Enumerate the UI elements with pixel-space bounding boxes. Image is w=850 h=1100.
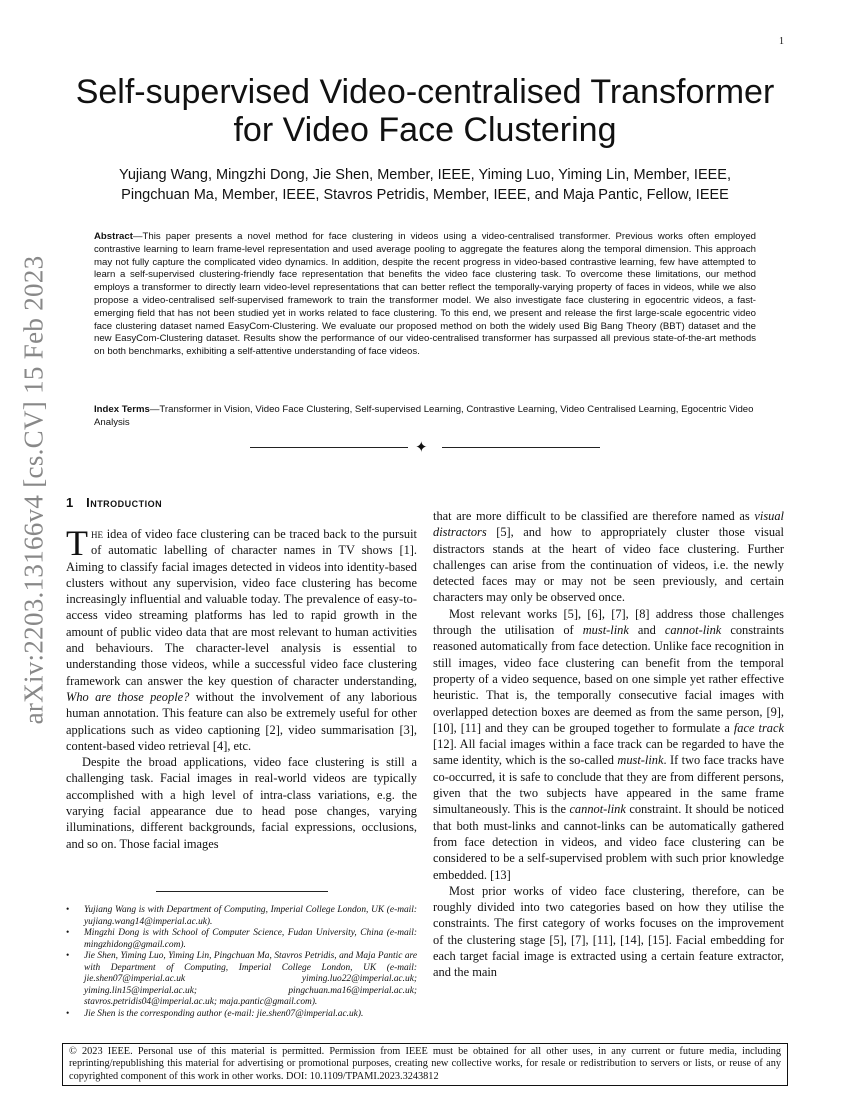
paragraph-text: Most relevant works [5], [6], [7], [8] address those challenges through the utilisation of	[433, 606, 784, 638]
footnote-text: Jie Shen is the corresponding author (e-mail: jie.shen07@imperial.ac.uk).	[84, 1008, 364, 1019]
footnote-text: Jie Shen, Yiming Luo, Yiming Lin, Pingchuan Ma, Stavros Petridis, and Maja Pantic are with Department of Computing, Imperial College London, UK (e-mail: jie.shen07@imperial.ac.uk yiming.luo22@imperial.ac.uk; yiming.lin15@imperial.ac.uk; pingchuan.ma16@imperial.ac.uk; stavros.petridis04@imperial.ac.uk; maja.pantic@gmail.com).	[84, 951, 417, 1007]
paragraph-text: without the involvement of any laborious human annotation. This feature can also be extremely useful for other applications such as video captioning [2], video summarisation [3], content-based video retrieval [4], etc.	[66, 689, 417, 753]
paragraph-text: idea of video face clustering can be traced back to the pursuit of automatic labelling of character names in TV shows [1]. Aiming to classify facial images detected in videos into identity-based clusters without any supervision, video face clustering has become increasingly influential and valuable today. The prevalence of easy-to-access video streaming platforms has led to rapid growth in the amount of public video data that are most relevant to human activities and behaviours. The character-level analysis is essential to understanding those videos, while a successful video face clustering framework can answer the key question of character understanding,	[66, 527, 417, 688]
paragraph-text: constraint. It should be noticed that both must-links and cannot-links can be automatically gathered from face detection in videos, and video face clustering can be considered to be a self-supervised problem with such prior knowledge embedded. [13]	[433, 802, 784, 882]
emphasis: must-link	[582, 623, 629, 638]
footnotes	[66, 905, 417, 1020]
emphasis: Who are those people?	[66, 689, 190, 704]
drop-cap: T	[66, 523, 88, 563]
right-paragraph-3: Most prior works of video face clustering, therefore, can be roughly divided into two categories based on how they utilise the constraints. The first category of works focuses on the improvement of the clustering stage [5], [7], [11], [14], [15]. Facial embedding for each target facial image is extracted using a certain feature extractor, and the main	[433, 883, 784, 980]
authors-line-2: Pingchuan Ma, Member, IEEE, Stavros Petridis, Member, IEEE, and Maja Pantic, Fellow, IEEE	[121, 187, 729, 203]
footnote-text: Mingzhi Dong is with School of Computer Science, Fudan University, China (e-mail: mingzhidong@gmail.com).	[84, 928, 417, 950]
paragraph-text: constraints reasoned automatically from face detection. Unlike face recognition in still images, video face clustering can benefit from the temporal property of a video sequence, based on one simple yet rather effective heuristic. That is, the temporally consecutive facial images with overlapped detection boxes are deemed as from the same person, [9], [10], [11] and they can be grouped together to formulate a	[433, 623, 785, 735]
paragraph-text: [12]. All facial images within a face track can be regarded to have the same identity, which is the so-called	[433, 737, 784, 768]
divider-line-left	[250, 447, 408, 448]
right-paragraph-2	[433, 606, 784, 883]
footnote-rule	[156, 891, 328, 892]
emphasis: cannot-link	[664, 623, 722, 638]
arxiv-side-stamp	[14, 255, 54, 725]
authors-line-1: Yujiang Wang, Mingzhi Dong, Jie Shen, Member, IEEE, Yiming Luo, Yiming Lin, Member, IEEE,	[119, 167, 731, 183]
paragraph-text: that are more difficult to be classified are therefore named as	[433, 509, 755, 523]
intro-paragraph-1	[66, 523, 417, 754]
index-terms-label: Index Terms	[94, 404, 150, 415]
author-list	[70, 165, 780, 205]
emphasis: visual distractors	[433, 509, 784, 540]
bullet: •	[66, 1008, 70, 1019]
copyright-notice: © 2023 IEEE. Personal use of this material is permitted. Permission from IEEE must be obtained for all other uses, in any current or future media, including reprinting/republishing this material for advertising or promotional purposes, creating new collective works, for resale or redistribution to servers or lists, or reuse of any copyrighted component of this work in other works. DOI: 10.1109/TPAMI.2023.3243812	[62, 1043, 788, 1086]
section-number: 1	[66, 495, 74, 510]
paragraph-text: and	[628, 623, 665, 638]
bullet: •	[66, 905, 70, 915]
footnote-item	[66, 951, 417, 1009]
left-column	[66, 523, 417, 852]
bullet: •	[66, 951, 70, 961]
bullet: •	[66, 928, 70, 938]
index-terms	[94, 404, 756, 430]
right-paragraph-1	[433, 508, 784, 606]
footnote-item	[66, 928, 417, 951]
right-column	[433, 508, 784, 981]
emphasis: cannot-link	[569, 802, 626, 817]
small-caps-lead: he	[91, 527, 103, 541]
abstract-text: —This paper presents a novel method for face clustering in videos using a video-centralised transformer. Previous works often employed contrastive learning to learn frame-level representation and used average pooling to aggregate the features along the temporal dimension. This approach may not fully capture the complicated video dynamics. In addition, despite the recent progress in video-based contrastive learning, few have attempted to learn a self-supervised clustering-friendly face representation that benefits the video face clustering task. To overcome these limitations, our method employs a transformer to directly learn video-level representations that can better reflect the temporally-varying property of faces in videos, while we also propose a video-centralised self-supervised framework to train the transformer model. We also investigate face clustering in egocentric videos, a fast-emerging field that has not been studied yet in works related to face clustering. To this end, we present and release the first large-scale egocentric video face clustering dataset named EasyCom-Clustering. We evaluate our proposed method on both the widely used Big Bang Theory (BBT) dataset and the new EasyCom-Clustering dataset. Results show the performance of our video-centralised transformer has surpassed all previous state-of-the-art methods on both benchmarks, exhibiting a self-attentive understanding of face videos.	[94, 231, 756, 358]
abstract	[94, 231, 756, 359]
footnote-item	[66, 1009, 417, 1021]
emphasis: face track	[733, 720, 784, 735]
divider-line-right	[442, 447, 600, 448]
section-title: Introduction	[86, 495, 163, 510]
divider-ornament: ✦	[415, 438, 428, 456]
paragraph-text: [5], and how to appropriately cluster those visual distractors stands at the heart of video face clustering. Further challenges can arise from the continuation of videos, i.e. the newly detected faces may or may not be seen previously, and certain characters may only be observed once.	[433, 525, 784, 605]
footnote-text: Yujiang Wang is with Department of Computing, Imperial College London, UK (e-mail: yujiang.wang14@imperial.ac.uk).	[84, 905, 417, 927]
abstract-label: Abstract	[94, 231, 133, 242]
page-number: 1	[779, 36, 784, 47]
section-heading	[66, 495, 162, 510]
section-divider	[250, 440, 600, 454]
intro-paragraph-2: Despite the broad applications, video face clustering is still a challenging task. Facial images in real-world videos are typically accomplished with a high level of intra-class variations, e.g. the varying facial appearance due to head pose changes, varying illuminations, different backgrounds, facial expressions, occlusions, and so on. Those facial images	[66, 755, 417, 851]
footnote-item	[66, 905, 417, 928]
arxiv-identifier: arXiv:2203.13166v4 [cs.CV] 15 Feb 2023	[18, 255, 49, 725]
paper-title: Self-supervised Video-centralised Transformer for Video Face Clustering	[75, 73, 775, 149]
index-terms-text: —Transformer in Vision, Video Face Clustering, Self-supervised Learning, Contrastive Learning, Video Centralised Learning, Egocentric Video Analysis	[94, 404, 754, 428]
paragraph-text: . If two face tracks have co-occurred, it is safe to conclude that they are from different persons, given that the two subjects have appeared in the same frame simultaneously. This is the	[433, 753, 784, 817]
emphasis: must-link	[617, 753, 664, 768]
